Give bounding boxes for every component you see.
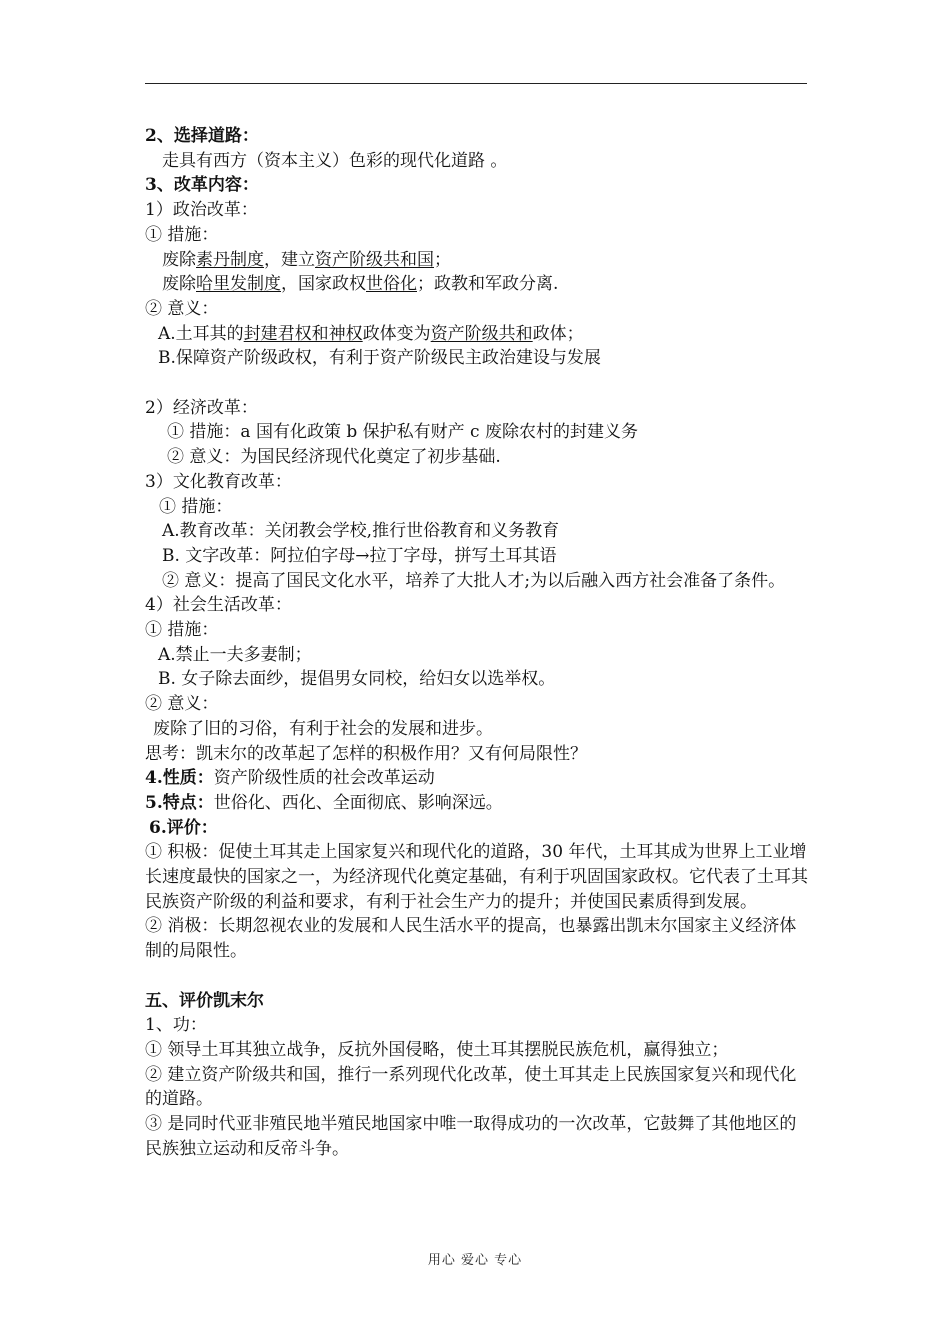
underlined-term: 封建君权和神权 bbox=[243, 323, 363, 344]
underlined-term: 世俗化 bbox=[366, 274, 417, 295]
text: 废除 bbox=[162, 249, 196, 270]
underlined-term: 素丹制度 bbox=[196, 249, 264, 270]
label-nature: 4.性质： bbox=[145, 768, 214, 789]
subheading-social-life-reform: 4）社会生活改革： bbox=[145, 595, 292, 616]
significance-label: ② 意义： bbox=[145, 694, 219, 715]
paragraph: ② 意义：提高了国民文化水平，培养了大批人才;为以后融入西方社会准备了条件。 bbox=[162, 570, 786, 591]
text: ； bbox=[434, 249, 451, 270]
subheading-economic-reform: 2）经济改革： bbox=[145, 397, 258, 418]
paragraph: ② 消极：长期忽视农业的发展和人民生活水平的提高，也暴露出凯末尔国家主义经济体制的局限性。 bbox=[145, 916, 797, 962]
measures-label: ① 措施： bbox=[145, 620, 219, 641]
paragraph: ① 措施：a 国有化政策 b 保护私有财产 c 废除农村的封建义务 bbox=[167, 422, 638, 443]
subheading-culture-education-reform: 3）文化教育改革： bbox=[145, 471, 292, 492]
text: ，建立 bbox=[264, 249, 315, 270]
measures-label: ① 措施： bbox=[145, 224, 219, 245]
paragraph bbox=[145, 766, 813, 791]
text: ；政教和军政分离. bbox=[417, 274, 559, 295]
text: A.土耳其的 bbox=[158, 323, 244, 344]
heading-evaluation: 6.评价： bbox=[149, 817, 218, 838]
spacer bbox=[145, 964, 813, 989]
subheading-political-reform: 1）政治改革： bbox=[145, 200, 258, 221]
underlined-term: 哈里发制度 bbox=[196, 274, 281, 295]
paragraph: ② 意义：为国民经济现代化奠定了初步基础. bbox=[167, 447, 501, 468]
paragraph: ② 建立资产阶级共和国，推行一系列现代化改革，使土耳其走上民族国家复兴和现代化的道路。 bbox=[145, 1064, 797, 1110]
paragraph bbox=[145, 248, 813, 273]
paragraph bbox=[145, 272, 813, 297]
text: 政体； bbox=[532, 323, 584, 344]
paragraph: B.保障资产阶级政权，有利于资产阶级民主政治建设与发展 bbox=[158, 348, 601, 369]
subheading-merits: 1、功： bbox=[145, 1015, 207, 1036]
paragraph: 走具有西方（资本主义）色彩的现代化道路 。 bbox=[162, 150, 508, 171]
paragraph: ① 积极：促使土耳其走上国家复兴和现代化的道路，30 年代，土耳其成为世界上工业增长速度最快的国家之一，为经济现代化奠定基础，有利于巩固国家政权。它代表了土耳其民族资产阶级的利益和要求，有利于社会生产力的提升；并使国民素质得到发展。 bbox=[145, 842, 808, 912]
significance-label: ② 意义： bbox=[145, 298, 219, 319]
heading-choose-path: 2、选择道路： bbox=[145, 126, 259, 146]
paragraph bbox=[145, 791, 813, 816]
paragraph: ① 领导土耳其独立战争，反抗外国侵略，使土耳其摆脱民族危机，赢得独立； bbox=[145, 1039, 729, 1060]
paragraph bbox=[145, 322, 813, 347]
paragraph: B. 文字改革：阿拉伯字母→拉丁字母，拼写土耳其语 bbox=[162, 545, 557, 566]
paragraph: ③ 是同时代亚非殖民地半殖民地国家中唯一取得成功的一次改革，它鼓舞了其他地区的民族独立运动和反帝斗争。 bbox=[145, 1114, 797, 1159]
header-rule bbox=[145, 83, 807, 84]
text: 世俗化、西化、全面彻底、影响深远。 bbox=[213, 792, 503, 813]
question: 思考：凯末尔的改革起了怎样的积极作用？又有何局限性？ bbox=[145, 743, 587, 764]
measures-label: ① 措施： bbox=[159, 496, 233, 517]
text: ，国家政权 bbox=[281, 274, 366, 295]
page-footer: 用心 爱心 专心 bbox=[427, 1253, 523, 1268]
paragraph: A.禁止一夫多妻制； bbox=[158, 644, 312, 665]
paragraph: A.教育改革：关闭教会学校,推行世俗教育和义务教育 bbox=[162, 521, 560, 542]
paragraph: 废除了旧的习俗，有利于社会的发展和进步。 bbox=[153, 718, 493, 739]
underlined-term: 资产阶级共和 bbox=[430, 323, 533, 344]
heading-evaluate-kemal: 五、评价凯末尔 bbox=[145, 990, 264, 1011]
label-features: 5.特点： bbox=[145, 792, 214, 813]
text: 资产阶级性质的社会改革运动 bbox=[213, 768, 435, 789]
text: 政体变为 bbox=[362, 323, 431, 344]
document-body bbox=[145, 124, 813, 1162]
spacer bbox=[145, 371, 813, 396]
paragraph: B. 女子除去面纱，提倡男女同校，给妇女以选举权。 bbox=[158, 669, 556, 690]
underlined-term: 资产阶级共和国 bbox=[315, 249, 434, 270]
text: 废除 bbox=[162, 274, 196, 295]
heading-reform-content: 3、改革内容： bbox=[145, 175, 259, 196]
